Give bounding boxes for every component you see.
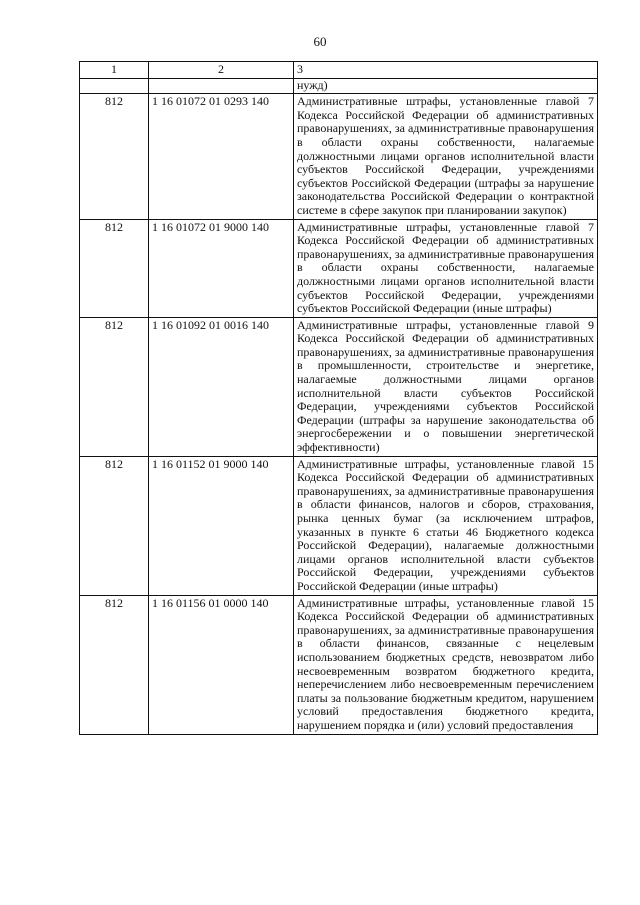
cell-description: Административные штрафы, установленные главой 7 Кодекса Российской Федерации об административных правонарушениях, за административные правонарушения в области охраны собственности, налагаемые должностными лицами органов исполнительной власти субъектов Российской Федерации, учреждениями субъектов Российской Федерации (штрафы за нарушение законодательства Российской Федерации о контрактной системе в сфере закупок при планировании закупок) (294, 94, 598, 219)
cell-description: Административные штрафы, установленные главой 15 Кодекса Российской Федерации об административных правонарушениях, за административные правонарушения в области финансов, налогов и сборов, страхования, рынка ценных бумаг (за исключением штрафов, указанных в пункте 6 статьи 46 Бюджетного кодекса Российской Федерации), налагаемые должностными лицами органов исполнительной власти субъектов Российской Федерации, учреждениями субъектов Российской Федерации (иные штрафы) (294, 456, 598, 595)
cell-description: Административные штрафы, установленные главой 15 Кодекса Российской Федерации об административных правонарушениях, за административные правонарушения в области финансов, связанные с нецелевым использованием бюджетных средств, невозвратом либо несвоевременным возвратом бюджетного кредита, неперечислением либо несвоевременным перечислением платы за пользование бюджетным кредитом, нарушением условий предоставления бюджетного кредита, нарушением порядка и (или) условий предоставления (294, 595, 598, 734)
cell-admin-code: 812 (80, 94, 149, 219)
column-header-1: 1 (80, 62, 149, 79)
cell-budget-code: 1 16 01156 01 0000 140 (149, 595, 294, 734)
cell-description: Административные штрафы, установленные главой 9 Кодекса Российской Федерации об административных правонарушениях, за административные правонарушения в промышленности, строительстве и энергетике, налагаемые должностными лицами органов исполнительной власти субъектов Российской Федерации, учреждениями субъектов Российской Федерации (штрафы за нарушение законодательства об энергосбережении и о повышении энергетической эффективности) (294, 317, 598, 456)
cell-admin-code: 812 (80, 219, 149, 317)
table-row (80, 317, 598, 456)
column-header-3: 3 (294, 62, 598, 79)
table-row (80, 595, 598, 734)
table-row-continuation (80, 78, 598, 94)
cell-budget-code (149, 78, 294, 94)
cell-budget-code: 1 16 01072 01 9000 140 (149, 219, 294, 317)
budget-codes-table (79, 61, 598, 735)
cell-description: Административные штрафы, установленные главой 7 Кодекса Российской Федерации об административных правонарушениях, за административные правонарушения в области охраны собственности, налагаемые должностными лицами органов исполнительной власти субъектов Российской Федерации, учреждениями субъектов Российской Федерации (иные штрафы) (294, 219, 598, 317)
cell-admin-code: 812 (80, 456, 149, 595)
column-header-2: 2 (149, 62, 294, 79)
table-row (80, 94, 598, 219)
table-header-row (80, 62, 598, 79)
page-number: 60 (313, 34, 327, 49)
cell-budget-code: 1 16 01072 01 0293 140 (149, 94, 294, 219)
cell-admin-code: 812 (80, 317, 149, 456)
table-row (80, 456, 598, 595)
cell-budget-code: 1 16 01152 01 9000 140 (149, 456, 294, 595)
table-row (80, 219, 598, 317)
cell-description: нужд) (294, 78, 598, 94)
cell-admin-code (80, 78, 149, 94)
cell-budget-code: 1 16 01092 01 0016 140 (149, 317, 294, 456)
cell-admin-code: 812 (80, 595, 149, 734)
